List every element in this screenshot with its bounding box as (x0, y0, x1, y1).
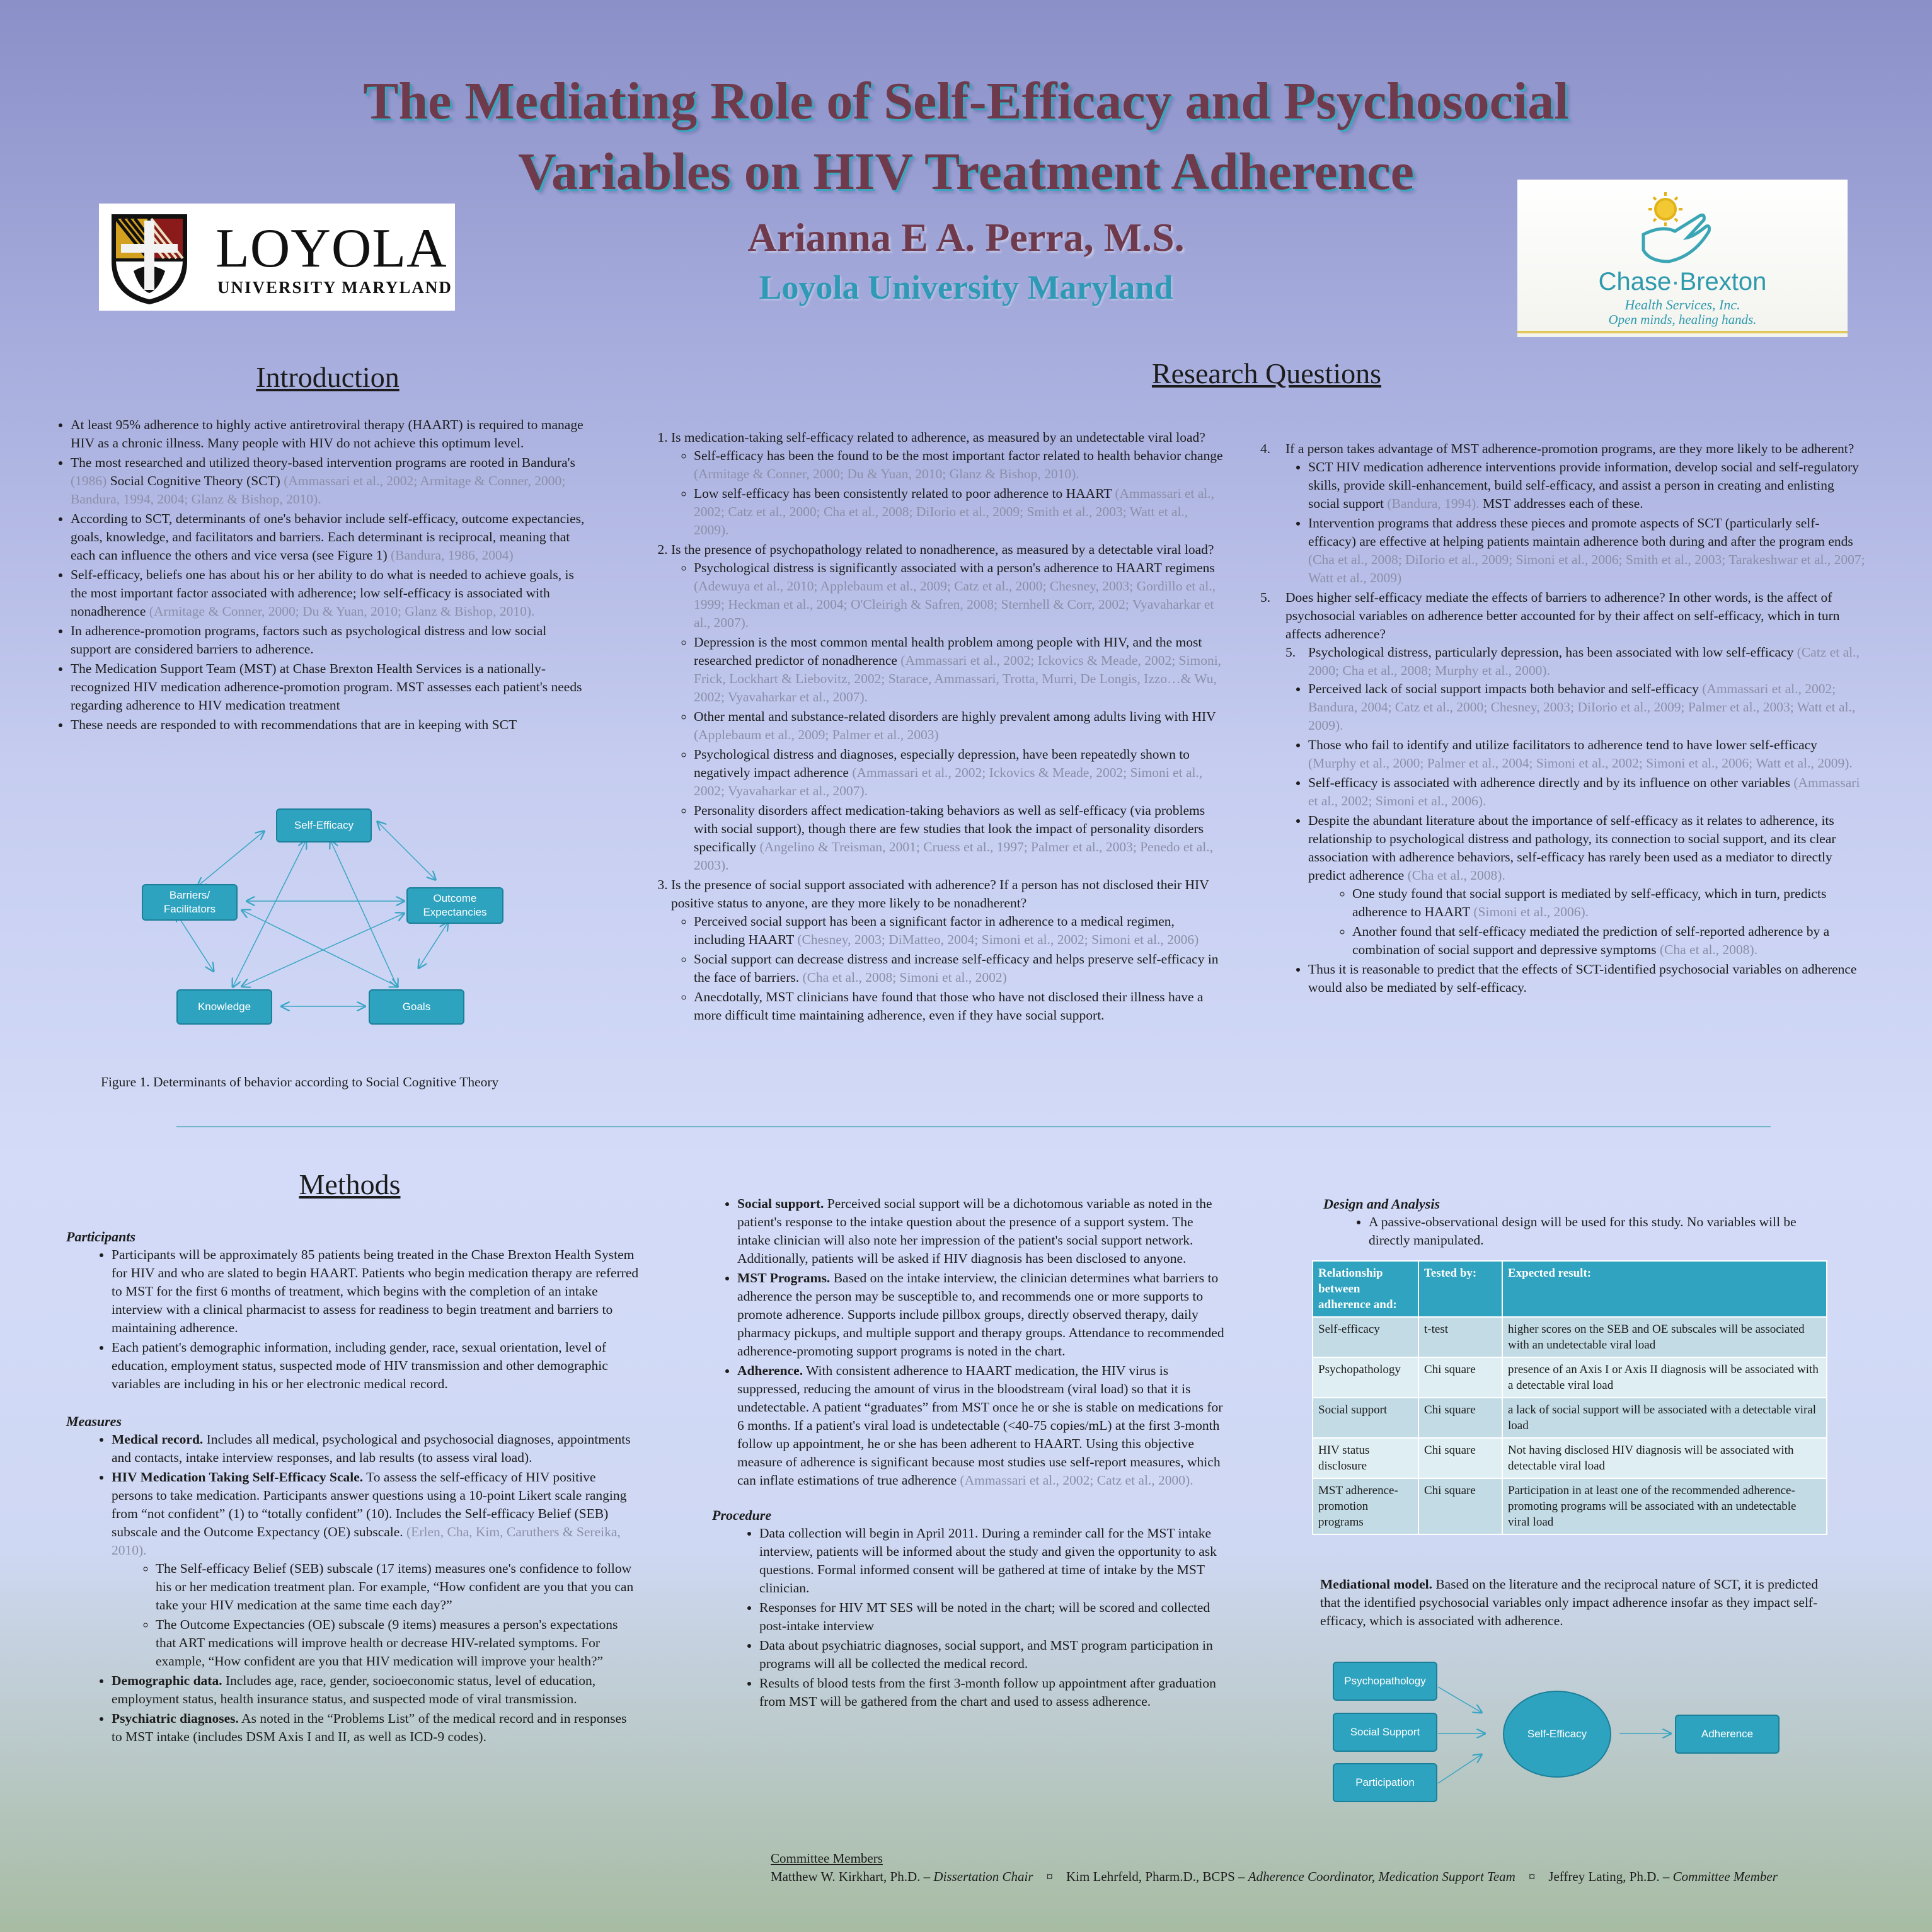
citation: (Armitage & Conner, 2000; Du & Yuan, 2010; Glanz & Bishop, 2010). (694, 466, 1079, 481)
poster-title: The Mediating Role of Self-Efficacy and Psychosocial Variables on HIV Treatment Adherence (363, 72, 1569, 201)
evidence-item (1308, 774, 1865, 810)
citation: (Armitage & Conner, 2000; Du & Yuan, 2010; Glanz & Bishop, 2010). (149, 604, 535, 619)
measure-item (112, 1710, 640, 1746)
item-text: These needs are responded to with recommendations that are in keeping with SCT (71, 717, 517, 732)
citation: (Ammassari et al., 2002; Catz et al., 2000). (960, 1473, 1193, 1488)
item-text: Despite the abundant literature about the importance of self-efficacy as it relates to adherence, its relationship to psychological distress and pathology, its connection to social support, and its clear association with adherence behaviors, self-efficacy has rarely been used as a mediator to directly predict adherence (1308, 813, 1836, 883)
table-cell: Not having disclosed HIV diagnosis will be associated with detectable viral load (1502, 1438, 1827, 1478)
node-goals: Goals (369, 989, 464, 1025)
table-row (1313, 1438, 1827, 1478)
intro-bullet (71, 566, 589, 621)
item-text: The most researched and utilized theory-based intervention programs are rooted in Bandura's (71, 455, 575, 470)
model-participation: Participation (1333, 1763, 1437, 1802)
intro-bullet (71, 716, 589, 734)
procedure-item: • Data collection will begin in April 2011. During a reminder call for the MST intake interview, patients will be informed about the study and given the opportunity to ask questions. Formal informed consent will be gathered at time of intake by the MST clinician. (759, 1524, 1229, 1597)
methods-col2-list (712, 1195, 1229, 1490)
mediational-body: Based on the literature and the reciprocal nature of SCT, it is predicted that the identified psychosocial variables only impact adherence insofar as they impact self-efficacy, which is associated with adherence. (1320, 1577, 1819, 1628)
question-text: If a person takes advantage of MST adherence-promotion programs, are they more likely to be adherent? (1285, 441, 1854, 456)
citation: (Ammassari et al., 2002; Ickovics & Meade, 2002; Simoni et al., 2002; Vyavaharkar et al., 2007). (694, 765, 1203, 798)
logo-underline (1517, 331, 1848, 333)
table-row (1313, 1478, 1827, 1534)
design-item: • A passive-observational design will be used for this study. No variables will be directly manipulated. (1369, 1213, 1827, 1250)
measures-list (66, 1430, 640, 1746)
intro-bullet (71, 454, 589, 509)
committee-role: Dissertation Chair (933, 1869, 1033, 1884)
item-text: Low self-efficacy has been consistently related to poor adherence to HAART (694, 486, 1115, 501)
loyola-logo-name: LOYOLA (216, 218, 447, 279)
participants-heading: Participants (66, 1229, 136, 1245)
citation: (Ammassari et al., 2002; Catz et al., 2000; Cha et al., 2008; DiIorio et al., 2009; Smith et al., 2003; Watt et al., 2009). (694, 486, 1214, 538)
model-adherence: Adherence (1675, 1715, 1780, 1754)
procedure-item: • Data about psychiatric diagnoses, social support, and MST program participation in programs will all be collected the medical record. (759, 1636, 1229, 1673)
table-row (1313, 1398, 1827, 1438)
item-text: Self-efficacy has been the found to be the most important factor related to health behavior change (694, 448, 1223, 463)
citation: (Angelino & Treisman, 2001; Cruess et al., 1997; Palmer et al., 2003; Penedo et al., 2003). (694, 839, 1214, 873)
research-questions-list (646, 428, 1226, 1025)
evidence-item (694, 708, 1226, 744)
item-text: Social support can decrease distress and increase self-efficacy and helps preserve self-efficacy in the face of barriers. (694, 952, 1219, 985)
evidence-item (694, 447, 1226, 483)
results-table (1312, 1260, 1827, 1535)
citation: (Applebaum et al., 2009; Palmer et al., 2003) (694, 727, 939, 742)
research-question-4 (1260, 440, 1865, 458)
table-cell: Social support (1313, 1398, 1418, 1438)
table-row (1313, 1357, 1827, 1398)
item-text: Self-efficacy is associated with adherence directly and by its influence on other variables (1308, 775, 1794, 790)
mediational-diagram (1330, 1660, 1802, 1805)
item-text: Based on the intake interview, the clinician determines what barriers to adherence the person may be susceptible to, and recommends one or more supports to promote adherence. Supports include pillbox groups, directly observed therapy, daily pharmacy pickups, and multiple support and therapy groups. Attendance to recommended adherence-promoting support programs is noted in the chart. (737, 1270, 1224, 1359)
question-number: 4. (1260, 441, 1271, 456)
item-text: Self-efficacy, beliefs one has about his or her ability to do what is needed to achieve goals, is the most important factor associated with adherence; low self-efficacy is associated with nonadherence (71, 567, 574, 619)
table-cell: presence of an Axis I or Axis II diagnosis will be associated with a detectable viral load (1502, 1357, 1827, 1398)
intro-bullet (71, 622, 589, 658)
item-text: Psychological distress is significantly associated with a person's adherence to HAART regimens (694, 560, 1215, 575)
item-text: At least 95% adherence to highly active antiretroviral therapy (HAART) is required to manage HIV as a chronic illness. Many people with HIV do not achieve this optimum level. (71, 417, 584, 451)
evidence-item: • Thus it is reasonable to predict that the effects of SCT-identified psychosocial variables on adherence would also be mediated by self-efficacy. (1308, 960, 1865, 997)
participants-item: • Participants will be approximately 85 patients being treated in the Chase Brexton Health System for HIV and who are slated to begin HAART. Patients who begin medication therapy are referred to MST for the first 6 months of treatment, which begins with the completion of an intake interview with a clinical pharmacist to assess for readiness to begin treatment and barriers to maintaining adherence. (112, 1246, 640, 1337)
committee-name: Matthew W. Kirkhart, Ph.D. – (771, 1869, 934, 1884)
research-questions-heading: Research Questions (1151, 357, 1382, 389)
item-label: MST Programs. (737, 1270, 831, 1285)
methods-col2 (712, 1195, 1229, 1712)
table-cell: Chi square (1418, 1438, 1502, 1478)
section-divider (176, 1126, 1771, 1127)
citation: (Erlen, Cha, Kim, Caruthers & Sereika, 2010). (112, 1524, 621, 1558)
citation: (Cha et al., 2008). (1659, 942, 1758, 957)
committee-members (771, 1849, 1905, 1886)
evidence-item (694, 802, 1226, 875)
item-text: Perceived social support will be a dichotomous variable as noted in the patient's response to the intake question about the presence of a support system. The intake clinician will also note her impression of the patient's social support network. Additionally, patients will be asked if HIV diagnosis has been disclosed to anyone. (737, 1196, 1212, 1266)
item-label: Medical record. (112, 1432, 204, 1447)
citation: (Ammassari et al., 2002; Ickovics & Meade, 2002; Simoni, Frick, Lockhart & Liebovitz, 2002; Starace, Ammassari, Trotta, Murri, De Longis, Izzo…& Wu, 2002; Vyavaharkar et al., 2007). (694, 653, 1222, 704)
table-header-cell: Expected result: (1502, 1261, 1827, 1317)
question-evidence-list (1260, 458, 1865, 587)
model-social-support: Social Support (1333, 1713, 1437, 1752)
item-text: Depression is the most common mental health problem among people with HIV, and the most researched predictor of nonadherence (694, 635, 1202, 668)
research-question (671, 876, 1226, 1025)
citation: (Chesney, 2003; DiMatteo, 2004; Simoni et al., 2002; Simoni et al., 2006) (797, 932, 1199, 947)
measure-item (737, 1362, 1229, 1490)
committee-separator: ¤ (1515, 1869, 1549, 1884)
item-text: Psychological distress and diagnoses, especially depression, have been repeatedly shown to negatively impact adherence (694, 747, 1190, 780)
item-text: Social Cognitive Theory (SCT) (106, 473, 284, 488)
figure-1-caption: Figure 1. Determinants of behavior according to Social Cognitive Theory (101, 1074, 499, 1090)
evidence-item (1308, 736, 1865, 773)
committee-name: Kim Lehrfeld, Pharm.D., BCPS – (1066, 1869, 1248, 1884)
committee-separator: ¤ (1033, 1869, 1067, 1884)
measure-sub-list (112, 1560, 640, 1670)
chase-brexton-sub: Health Services, Inc. (1624, 297, 1740, 313)
evidence-item (694, 485, 1226, 539)
research-question-5 (1260, 589, 1865, 643)
sub-evidence-item (1352, 885, 1865, 921)
item-text: Perceived social support has been a significant factor in adherence to a medical regimen, including HAART (694, 914, 1175, 947)
citation: (Ammassari et al., 2002; Simoni et al., 2006). (1308, 775, 1860, 808)
procedure-item: • Responses for HIV MT SES will be noted in the chart; will be scored and collected post-intake interview (759, 1599, 1229, 1635)
chase-brexton-name: Chase·Brexton (1598, 268, 1767, 296)
evidence-item (1308, 514, 1865, 587)
measure-sub-item: ◦ The Outcome Expectancies (OE) subscale (9 items) measures a person's expectations that ART medications will improve health or decrease HIV-related symptoms. For example, “How confident are you that HIV medication will improve your health?” (156, 1616, 640, 1670)
intro-bullet (71, 416, 589, 452)
evidence-item (694, 559, 1226, 632)
participants-list (66, 1246, 640, 1393)
item-text: According to SCT, determinants of one's behavior include self-efficacy, outcome expectancies, goals, knowledge, and facilitators and barriers. Each determinant is reciprocal, meaning that each can influence the others and vice versa (see Figure 1) (71, 511, 585, 563)
table-cell: Chi square (1418, 1478, 1502, 1534)
question-evidence-list (671, 447, 1226, 539)
item-text: Includes age, race, gender, socioeconomic status, level of education, employment status, health insurance status, and suspected mode of viral transmission. (112, 1673, 596, 1706)
item-text: Intervention programs that address these pieces and promote aspects of SCT (particularly self-efficacy) are effective at helping patients maintain adherence both during and after the program ends (1308, 515, 1853, 549)
citation: (Cha et al., 2008; Simoni et al., 2002) (802, 970, 1007, 985)
item-text: With consistent adherence to HAART medication, the HIV virus is suppressed, reducing the amount of virus in the bloodstream (viral load) so that it is undetectable. A patient “graduates” from MST once he or she is stable on medications for 6 months. If a patient's viral load is undetectable (<40-75 copies/mL) at the first 3-month follow up appointment, he or she has been adherent to HAART. Using this objective measure of adherence is significant because most studies use self-report measures, which can inflate estimations of true adherence (737, 1363, 1223, 1488)
item-label: Demographic data. (112, 1673, 222, 1688)
table-header-cell: Tested by: (1418, 1261, 1502, 1317)
table-header-row (1313, 1261, 1827, 1317)
methods-col1 (66, 1228, 640, 1747)
introduction-list (45, 416, 589, 734)
question-text: Is the presence of psychopathology related to nonadherence, as measured by a detectable viral load? (671, 542, 1214, 557)
item-text: One study found that social support is mediated by self-efficacy, which in turn, predicts adherence to HAART (1352, 886, 1827, 919)
research-questions-list-2 (1260, 440, 1865, 997)
question-evidence-list (671, 912, 1226, 1025)
evidence-item (694, 745, 1226, 800)
item-text: Psychological distress, particularly depression, has been associated with low self-efficacy (1308, 645, 1797, 660)
introduction-body (45, 416, 589, 735)
results-table-wrap (1312, 1260, 1827, 1535)
item-text: SCT HIV medication adherence interventions provide information, develop social and self-regulatory skills, provide skill-enhancement, build self-efficacy, and assist a person in creating and enlisting social support (1308, 459, 1859, 511)
item-label: Psychiatric diagnoses. (112, 1711, 239, 1726)
committee-name: Jeffrey Lating, Ph.D. – (1548, 1869, 1673, 1884)
question-evidence-list (1260, 680, 1865, 997)
evidence-item (694, 912, 1226, 949)
citation: (Catz et al., 2000; Cha et al., 2008; Murphy et al., 2000). (1308, 645, 1860, 678)
citation: (Murphy et al., 2000; Palmer et al., 2004; Simoni et al., 2002; Simoni et al., 2006; Watt et al., 2009). (1308, 756, 1853, 771)
question-evidence-list (671, 559, 1226, 875)
committee-heading: Committee Members (771, 1851, 883, 1866)
item-text: In adherence-promotion programs, factors such as psychological distress and low social support are considered barriers to adherence. (71, 623, 547, 657)
item-text: Anecdotally, MST clinicians have found that those who have not disclosed their illness have a more difficult time maintaining adherence, even if they have social support. (694, 989, 1204, 1023)
table-cell: Self-efficacy (1313, 1317, 1418, 1357)
table-cell: Participation in at least one of the recommended adherence-promoting programs will be associated with an undetectable viral load (1502, 1478, 1827, 1534)
evidence-item (694, 988, 1226, 1025)
evidence-text (1308, 643, 1865, 680)
item-text: Another found that self-efficacy mediated the prediction of self-reported adherence by a combination of social support and depressive symptoms (1352, 924, 1830, 957)
question-number: 5. (1260, 590, 1271, 605)
research-question (671, 428, 1226, 539)
table-cell: a lack of social support will be associated with a detectable viral load (1502, 1398, 1827, 1438)
question-text: Does higher self-efficacy mediate the effects of barriers to adherence? In other words, is the affect of psychosocial variables on adherence better accounted for by their affect on self-efficacy, which in turn affects adherence? (1285, 590, 1840, 641)
committee-list (771, 1868, 1905, 1886)
node-barriers: Barriers/ Facilitators (142, 884, 238, 921)
table-cell: higher scores on the SEB and OE subscales will be associated with an undetectable viral load (1502, 1317, 1827, 1357)
loyola-logo (99, 204, 455, 311)
citation: (1986) (71, 473, 107, 488)
measure-item (112, 1430, 640, 1467)
table-row (1313, 1317, 1827, 1357)
author-name: Arianna E A. Perra, M.S. (747, 215, 1185, 260)
item-text: As noted in the “Problems List” of the medical record and in responses to MST intake (includes DSM Axis I and II, as well as ICD-9 codes). (112, 1711, 627, 1744)
question-text: Is medication-taking self-efficacy related to adherence, as measured by an undetectable viral load? (671, 430, 1205, 445)
citation: (Ammassari et al., 2002; Armitage & Conner, 2000; Bandura, 1994, 2004; Glanz & Bishop, 2010). (71, 473, 566, 507)
figure-1 (132, 803, 523, 1043)
measure-item (737, 1195, 1229, 1268)
participants-item: • Each patient's demographic information, including gender, race, sexual orientation, level of education, employment status, suspected mode of HIV transmission and other demographic variables are including in his or her electronic medical record. (112, 1338, 640, 1393)
question-text: Is the presence of social support associated with adherence? If a person has not disclosed their HIV positive status to anyone, are they more likely to be nonadherent? (671, 877, 1209, 911)
question-number: 5. (1285, 645, 1296, 660)
research-questions-col2 (1260, 440, 1865, 998)
evidence-item (1308, 680, 1865, 735)
table-cell: MST adherence-promotion programs (1313, 1478, 1418, 1534)
introduction-heading: Introduction (256, 361, 400, 393)
chase-brexton-logo (1517, 180, 1848, 337)
sub-evidence-list (1308, 885, 1865, 959)
table-cell: Psychopathology (1313, 1357, 1418, 1398)
item-label: Social support. (737, 1196, 824, 1211)
node-outcome-expectancies: Outcome Expectancies (406, 887, 503, 924)
design-analysis (1323, 1195, 1827, 1251)
citation: (Bandura, 1994). (1387, 496, 1480, 511)
evidence-item (694, 633, 1226, 706)
node-knowledge: Knowledge (176, 989, 272, 1025)
table-cell: Chi square (1418, 1357, 1502, 1398)
measure-item (112, 1468, 640, 1670)
loyola-logo-sub: UNIVERSITY MARYLAND (217, 278, 452, 297)
citation: (Adewuya et al., 2010; Applebaum et al., 2009; Catz et al., 2000; Chesney, 2003; Gordillo et al., 1999; Heckman et al., 2004; O'Cleirigh & Safren, 2008; Sternhell & Corr, 2002; Vyavaharkar et al., 2007). (694, 578, 1216, 630)
methods-heading: Methods (299, 1168, 401, 1200)
measures-heading: Measures (66, 1413, 122, 1429)
design-heading: Design and Analysis (1323, 1196, 1440, 1212)
item-text: Those who fail to identify and utilize facilitators to adherence tend to have lower self-efficacy (1308, 737, 1817, 752)
model-self-efficacy: Self-Efficacy (1503, 1691, 1611, 1778)
measure-item (112, 1672, 640, 1708)
item-text: The Medication Support Team (MST) at Chase Brexton Health Services is a nationally-recognized HIV medication adherence-promotion program. MST assesses each patient's needs regarding adherence to HIV medication treatment (71, 661, 582, 713)
citation: (Cha et al., 2008). (1407, 868, 1505, 883)
item-text: Perceived lack of social support impacts both behavior and self-efficacy (1308, 681, 1703, 696)
mediational-label: Mediational model. (1320, 1577, 1432, 1592)
sun-hand-icon (1631, 187, 1719, 269)
model-psychopathology: Psychopathology (1333, 1662, 1437, 1701)
citation: (Bandura, 1986, 2004) (391, 548, 514, 563)
committee-role: Adherence Coordinator, Medication Support Team (1248, 1869, 1515, 1884)
intro-bullet (71, 660, 589, 715)
measure-sub-item: ◦ The Self-efficacy Belief (SEB) subscale (17 items) measures one's confidence to follow his or her medication treatment plan. For example, “How confident are you that you can take your HIV medication at the same time each day?” (156, 1560, 640, 1614)
table-cell: Chi square (1418, 1398, 1502, 1438)
research-question (671, 541, 1226, 875)
item-text: MST addresses each of these. (1479, 496, 1643, 511)
chase-brexton-tagline: Open minds, healing hands. (1608, 312, 1757, 327)
mediational-model-text (1320, 1575, 1837, 1630)
design-list (1323, 1213, 1827, 1250)
item-text: Other mental and substance-related disorders are highly prevalent among adults living with HIV (694, 709, 1216, 724)
evidence-item-numbered (1285, 643, 1865, 680)
measure-item (737, 1269, 1229, 1360)
item-text: Personality disorders affect medication-taking behaviors as well as self-efficacy (via problems with social support), though there are few studies that look the impact of personality disorders specifically (694, 803, 1205, 854)
evidence-item (1308, 458, 1865, 513)
sub-evidence-item (1352, 923, 1865, 959)
item-label: HIV Medication Taking Self-Efficacy Scale. (112, 1469, 364, 1485)
citation: (Simoni et al., 2006). (1473, 904, 1589, 919)
research-questions-col1 (646, 428, 1226, 1026)
table-cell: t-test (1418, 1317, 1502, 1357)
evidence-item (1308, 812, 1865, 959)
item-text: To assess the self-efficacy of HIV positive persons to take medication. Participants answer questions using a 10-point Likert scale ranging from “not confident” (1) to “totally confident” (10). Includes the Self-efficacy Belief (SEB) subscale and the Outcome Expectancy (OE) subscale. (112, 1469, 627, 1539)
affiliation: Loyola University Maryland (759, 268, 1173, 306)
item-text: Includes all medical, psychological and psychosocial diagnoses, appointments and contacts, intake interview responses, and lab results (to assess viral load). (112, 1432, 631, 1465)
loyola-shield-icon (108, 211, 190, 306)
procedure-heading: Procedure (712, 1507, 772, 1523)
citation: (Cha et al., 2008; DiIorio et al., 2009; Simoni et al., 2006; Smith et al., 2003; Tarakeshwar et al., 2007; Watt et al., 2009) (1308, 552, 1865, 585)
evidence-item (694, 950, 1226, 987)
item-label: Adherence. (737, 1363, 803, 1378)
table-cell: HIV status disclosure (1313, 1438, 1418, 1478)
node-self-efficacy: Self-Efficacy (276, 808, 372, 842)
table-header-cell: Relationship between adherence and: (1313, 1261, 1418, 1317)
procedure-list (712, 1524, 1229, 1711)
committee-role: Committee Member (1672, 1869, 1778, 1884)
procedure-item: • Results of blood tests from the first 3-month follow up appointment after graduation from MST will be gathered from the chart and used to assess adherence. (759, 1674, 1229, 1711)
citation: (Ammassari et al., 2002; Bandura, 2004; Catz et al., 2000; Chesney, 2003; DiIorio et al., 2009; Palmer et al., 2003; Watt et al., 2009). (1308, 681, 1856, 733)
intro-bullet (71, 510, 589, 565)
